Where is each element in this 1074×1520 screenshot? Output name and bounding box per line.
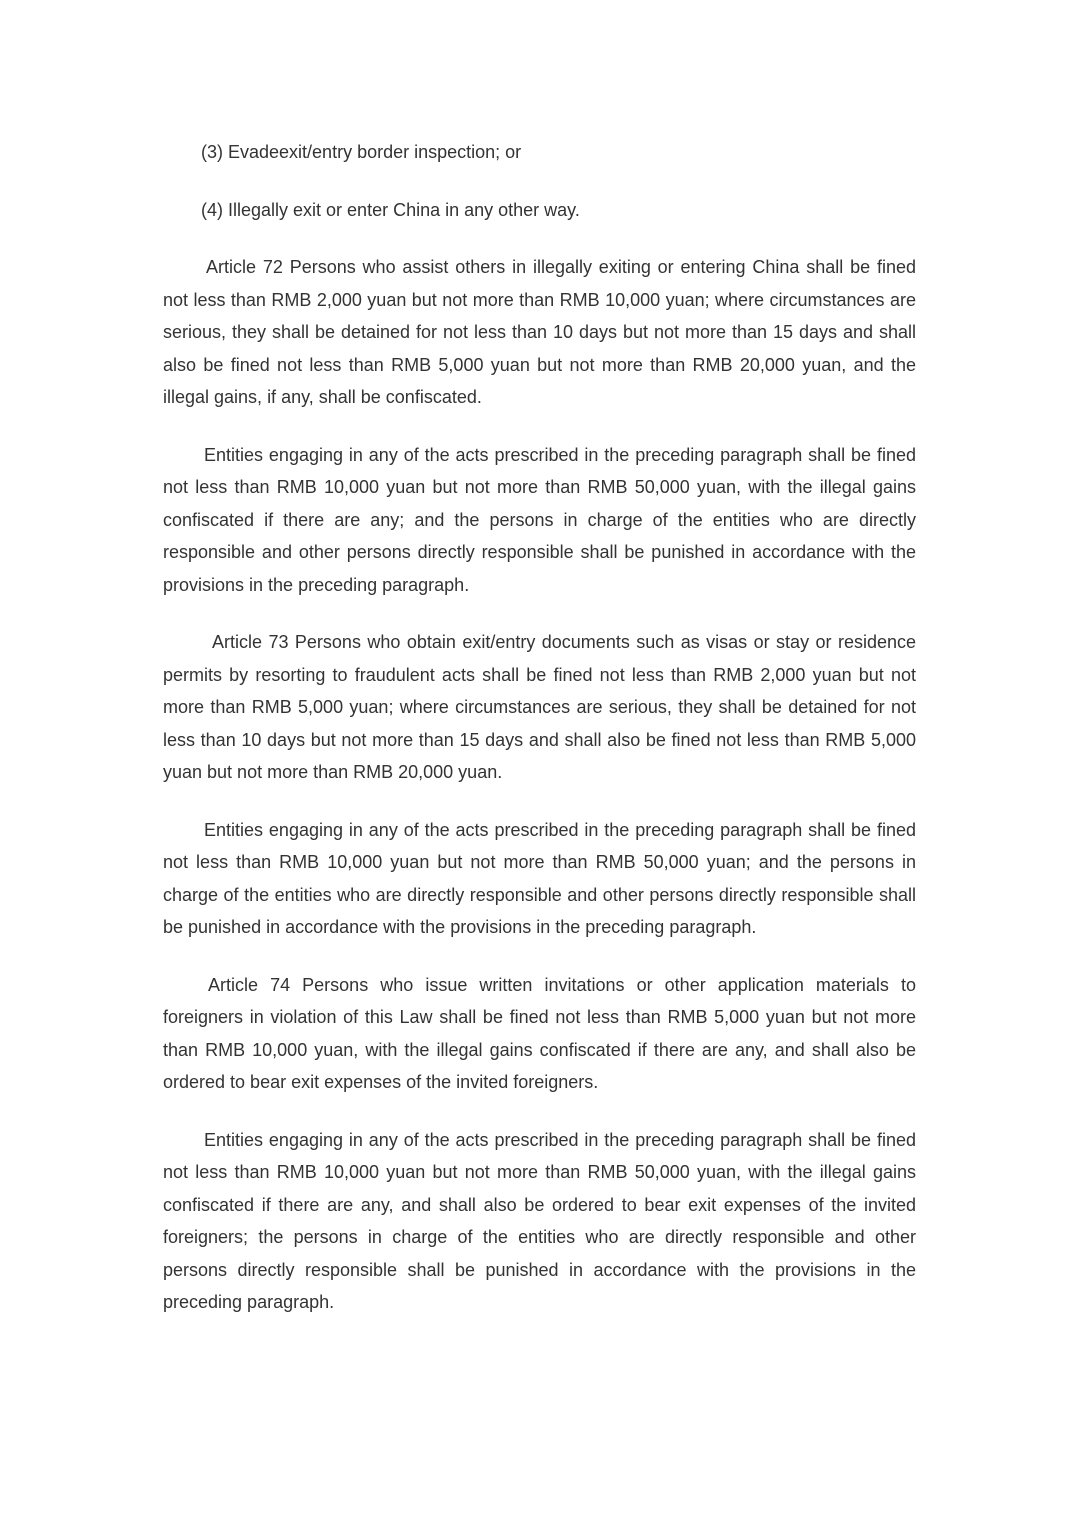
article-74-entities-paragraph: Entities engaging in any of the acts prescribed in the preceding paragraph shall be fined not less than RMB 10,000 yuan but not more than RMB 50,000 yuan, with the illegal gains confiscated if there are any, and shall also be ordered to bear exit expenses of the invited foreigners; the persons in charge of the entities who are directly responsible and other persons directly responsible shall be punished in accordance with the provisions in the preceding paragraph. xyxy=(163,1129,916,1312)
list-item-4: (4) Illegally exit or enter China in any other way. xyxy=(201,199,580,220)
document-body xyxy=(163,136,916,1319)
article-73-paragraph: Article 73 Persons who obtain exit/entry documents such as visas or stay or residence permits by resorting to fraudulent acts shall be fined not less than RMB 2,000 yuan but not more than RMB 5,000 yuan; where circumstances are serious, they shall be detained for not less than 10 days but not more than 15 days and shall also be fined not less than RMB 5,000 yuan but not more than RMB 20,000 yuan. xyxy=(163,632,916,782)
article-74-paragraph: Article 74 Persons who issue written invitations or other application materials to foreigners in violation of this Law shall be fined not less than RMB 5,000 yuan but not more than RMB 10,000 yuan, with the illegal gains confiscated if there are any, and shall also be ordered to bear exit expenses of the invited foreigners. xyxy=(163,974,916,1092)
article-72-entities-paragraph: Entities engaging in any of the acts prescribed in the preceding paragraph shall be fined not less than RMB 10,000 yuan but not more than RMB 50,000 yuan, with the illegal gains confiscated if there are any; and the persons in charge of the entities who are directly responsible and other persons directly responsible shall be punished in accordance with the provisions in the preceding paragraph. xyxy=(163,444,916,595)
article-73-entities-paragraph: Entities engaging in any of the acts prescribed in the preceding paragraph shall be fined not less than RMB 10,000 yuan but not more than RMB 50,000 yuan; and the persons in charge of the entities who are directly responsible and other persons directly responsible shall be punished in accordance with the provisions in the preceding paragraph. xyxy=(163,819,916,937)
article-72-paragraph: Article 72 Persons who assist others in illegally exiting or entering China shall be fined not less than RMB 2,000 yuan but not more than RMB 10,000 yuan; where circumstances are serious, they shall be detained for not less than 10 days but not more than 15 days and shall also be fined not less than RMB 5,000 yuan but not more than RMB 20,000 yuan, and the illegal gains, if any, shall be confiscated. xyxy=(163,257,916,407)
list-item-3: (3) Evadeexit/entry border inspection; or xyxy=(201,142,522,162)
